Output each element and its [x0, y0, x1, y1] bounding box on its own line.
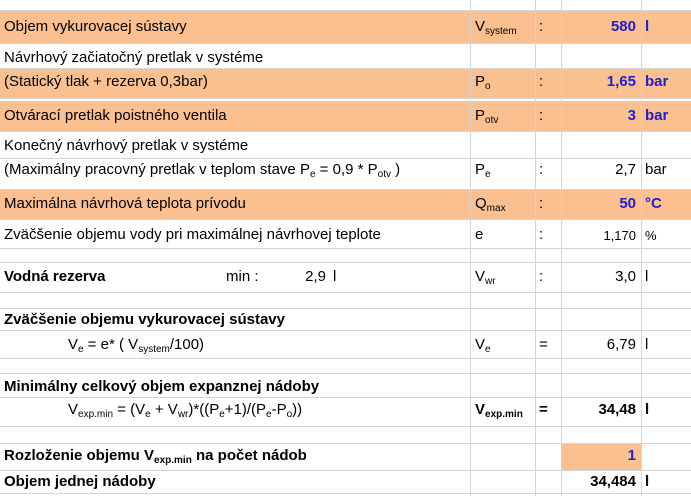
label-text: Rozloženie objemu V: [4, 447, 155, 464]
system-volume-unit: l: [645, 18, 650, 35]
final-pressure-unit: bar: [645, 161, 667, 178]
volume-increase-heading: Zväčšenie objemu vykurovacej sústavy: [4, 311, 285, 328]
expansion-unit: %: [645, 228, 657, 243]
gridline: [0, 131, 691, 132]
formula-subscript: e: [78, 344, 84, 355]
system-volume-label: Objem vykurovacej sústavy: [4, 18, 187, 35]
gridline: [0, 43, 691, 44]
single-vessel-value: 34,484: [590, 473, 636, 490]
symbol-text: V: [475, 268, 486, 285]
gridline: [0, 373, 691, 374]
formula-subscript: o: [286, 409, 293, 420]
design-pressure-symbol: [475, 73, 491, 91]
label-text: na počet nádob: [191, 447, 307, 464]
water-reserve-value: 3,0: [615, 268, 636, 285]
valve-pressure-label: Otvárací pretlak poistného ventila: [4, 107, 227, 124]
gridline: [0, 158, 691, 159]
formula-subscript: wr: [177, 409, 189, 420]
min-vessel-equals: =: [539, 401, 548, 418]
formula-text: )): [292, 401, 303, 418]
volume-increase-unit: l: [645, 336, 649, 353]
volume-increase-value: 6,79: [606, 336, 636, 353]
formula-text: )*((P: [188, 401, 220, 418]
formula-subscript: e: [219, 409, 225, 420]
max-temp-separator: :: [539, 195, 544, 212]
label-subscript: exp.min: [154, 455, 192, 466]
min-vessel-formula: [68, 401, 302, 419]
min-vessel-value: 34,48: [598, 401, 636, 418]
symbol-text: V: [475, 336, 486, 353]
gridline: [0, 330, 691, 331]
symbol-subscript: otv: [485, 115, 499, 126]
valve-pressure-separator: :: [539, 107, 544, 124]
symbol-text: Q: [475, 195, 487, 212]
note-text: = 0,9 * P: [315, 161, 378, 178]
symbol-subscript: e: [485, 344, 491, 355]
volume-increase-symbol: [475, 336, 491, 354]
design-pressure-unit: bar: [645, 73, 669, 90]
final-pressure-symbol: [475, 161, 491, 179]
system-volume-separator: :: [539, 18, 544, 35]
formula-text: = e* ( V: [83, 336, 139, 353]
symbol-text: V: [475, 401, 486, 418]
min-vessel-heading: Minimálny celkový objem expanznej nádoby: [4, 378, 320, 395]
distribution-label: [4, 447, 307, 465]
design-pressure-separator: :: [539, 73, 544, 90]
symbol-text: P: [475, 107, 486, 124]
formula-text: +1)/(P: [224, 401, 267, 418]
symbol-subscript: exp.min: [485, 409, 523, 420]
valve-pressure-value[interactable]: 3: [627, 107, 636, 124]
min-vessel-symbol: [475, 401, 523, 419]
valve-pressure-symbol: [475, 107, 498, 125]
expansion-separator: :: [539, 226, 544, 243]
max-temp-symbol: [475, 195, 506, 213]
gridline: [0, 98, 691, 99]
gridline: [0, 493, 691, 494]
volume-increase-formula: [68, 336, 204, 354]
system-volume-symbol: [475, 18, 517, 36]
note-text: (Maximálny pracovný pretlak v teplom stave P: [4, 161, 310, 178]
gridline: [0, 262, 691, 263]
water-reserve-unit: l: [645, 268, 649, 285]
symbol-subscript: o: [485, 81, 491, 92]
symbol-subscript: wr: [485, 276, 496, 287]
formula-subscript: e: [145, 409, 151, 420]
system-volume-value[interactable]: 580: [610, 18, 636, 35]
gridline: [0, 248, 691, 249]
design-pressure-value[interactable]: 1,65: [606, 73, 636, 90]
formula-text: /100): [169, 336, 205, 353]
symbol-subscript: e: [485, 169, 491, 180]
max-temp-label: Maximálna návrhová teplota prívodu: [4, 195, 246, 212]
note-subscript: otv: [377, 169, 391, 180]
water-reserve-symbol: [475, 268, 496, 286]
gridline: [0, 68, 691, 69]
max-temp-unit: °C: [645, 195, 662, 212]
gridline: [0, 292, 691, 293]
formula-text: + V: [150, 401, 178, 418]
final-pressure-label: Konečný návrhový pretlak v systéme: [4, 137, 249, 154]
formula-text: = (V: [113, 401, 146, 418]
formula-text: -P: [271, 401, 287, 418]
gridline: [0, 426, 691, 427]
min-vessel-unit: l: [645, 401, 650, 418]
symbol-text: P: [475, 73, 486, 90]
water-reserve-min-value: 2,9: [305, 268, 326, 285]
volume-increase-equals: =: [539, 336, 548, 353]
water-reserve-min-label: min :: [226, 268, 259, 285]
design-pressure-label: Návrhový začiatočný pretlak v systéme: [4, 49, 264, 66]
formula-subscript: exp.min: [78, 409, 114, 420]
max-temp-value[interactable]: 50: [619, 195, 636, 212]
formula-text: V: [68, 336, 79, 353]
gridline: [0, 358, 691, 359]
note-text: ): [390, 161, 401, 178]
final-pressure-separator: :: [539, 161, 544, 178]
design-pressure-note: (Statický tlak + rezerva 0,3bar): [4, 73, 208, 90]
gridline: [0, 308, 691, 309]
gridline: [0, 189, 691, 190]
formula-text: V: [68, 401, 79, 418]
vessel-count-value[interactable]: 1: [627, 447, 636, 464]
formula-subscript: e: [266, 409, 272, 420]
water-reserve-label: Vodná rezerva: [4, 268, 106, 285]
symbol-subscript: max: [486, 203, 506, 214]
final-pressure-value: 2,7: [615, 161, 636, 178]
water-reserve-separator: :: [539, 268, 544, 285]
gridline: [0, 10, 691, 11]
valve-pressure-unit: bar: [645, 107, 669, 124]
symbol-text: V: [475, 18, 486, 35]
expansion-label: Zväčšenie objemu vody pri maximálnej návrhovej teplote: [4, 226, 381, 243]
single-vessel-unit: l: [645, 473, 650, 490]
single-vessel-label: Objem jednej nádoby: [4, 473, 156, 490]
expansion-value: 1,170: [603, 228, 636, 243]
note-subscript: e: [309, 169, 316, 180]
expansion-symbol: e: [475, 226, 484, 243]
gridline: [0, 397, 691, 398]
gridline: [0, 219, 691, 220]
symbol-subscript: system: [485, 26, 517, 37]
symbol-text: P: [475, 161, 486, 178]
gridline: [0, 443, 691, 444]
water-reserve-min-unit: l: [333, 268, 337, 285]
final-pressure-note: [4, 161, 400, 179]
formula-subscript: system: [138, 344, 170, 355]
gridline: [0, 470, 691, 471]
